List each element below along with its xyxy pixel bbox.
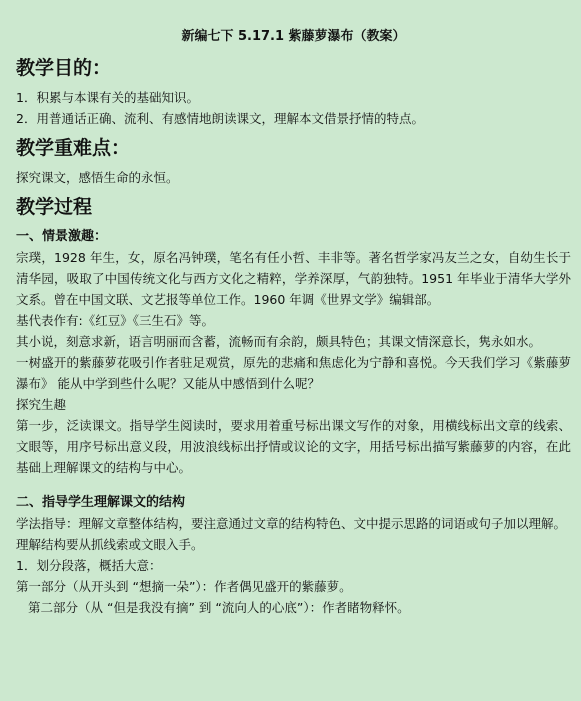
objective-item-1: 1．积累与本课有关的基础知识。 — [16, 90, 199, 105]
part-two-text: 二部分（从 “但是我没有摘” 到 “流向人的心底”）：作者睹物释怀。 — [40, 600, 410, 615]
part-one-summary: 第一部分（从开头到 “想摘一朵”）：作者偶见盛开的紫藤萝。 — [16, 579, 352, 594]
objective-item-2: 2．用普通话正确、流利、有感情地朗读课文，理解本文借景抒情的特点。 — [16, 111, 424, 126]
part-two-prefix: 第 — [28, 600, 41, 615]
part-two-summary — [16, 597, 571, 618]
step-one-paragraph: 第一步，泛读课文。指导学生阅读时，要求用着重号标出课文写作的对象，用横线标出文章的线索、文眼等，用序号标出意义段，用波浪线标出抒情或议论的文字，用括号标出描写紫藤萝的内容，在此基础上理解课文的结构与中心。 — [16, 418, 571, 475]
process-heading: 教学过程 — [16, 196, 93, 218]
structure-tip: 理解结构要从抓线索或文眼入手。 — [16, 537, 204, 552]
key-points-text: 探究课文，感悟生命的永恒。 — [16, 170, 179, 185]
section2-heading: 二、指导学生理解课文的结构 — [16, 495, 186, 510]
divide-paragraphs-step: 1．划分段落，概括大意： — [16, 558, 162, 573]
author-bio-paragraph: 宗璞，1928 年生，女，原名冯钟璞，笔名有任小哲、丰非等。著名哲学家冯友兰之女，自幼生长于清华园，吸取了中国传统文化与西方文化之精粹，学养深厚，气韵独特。1951 年毕业于清华大学外文系。曾在中国文联、文艺报等单位工作。1960 年调《世界文学》编辑部。 — [16, 250, 571, 307]
key-points-heading: 教学重难点： — [16, 137, 131, 159]
explore-label: 探究生趣 — [16, 397, 67, 412]
intro-paragraph: 一树盛开的紫藤萝花吸引作者驻足观赏，原先的悲痛和焦虑化为宁静和喜悦。今天我们学习《紫藤萝瀑布》 能从中学到些什么呢？又能从中感悟到什么呢？ — [16, 355, 571, 391]
objectives-heading: 教学目的： — [16, 57, 112, 79]
representative-works: 基代表作有:《红豆》《三生石》等。 — [16, 313, 214, 328]
style-paragraph: 其小说，刻意求新，语言明丽而含蓄，流畅而有余韵，颇具特色；其课文情深意长，隽永如水。 — [16, 334, 542, 349]
method-guidance: 学法指导：理解文章整体结构，要注意通过文章的结构特色、文中提示思路的词语或句子加以理解。 — [16, 516, 567, 531]
section1-heading: 一、情景激趣： — [16, 229, 108, 244]
document-title: 新编七下 5.17.1 紫藤萝瀑布（教案） — [181, 29, 406, 44]
